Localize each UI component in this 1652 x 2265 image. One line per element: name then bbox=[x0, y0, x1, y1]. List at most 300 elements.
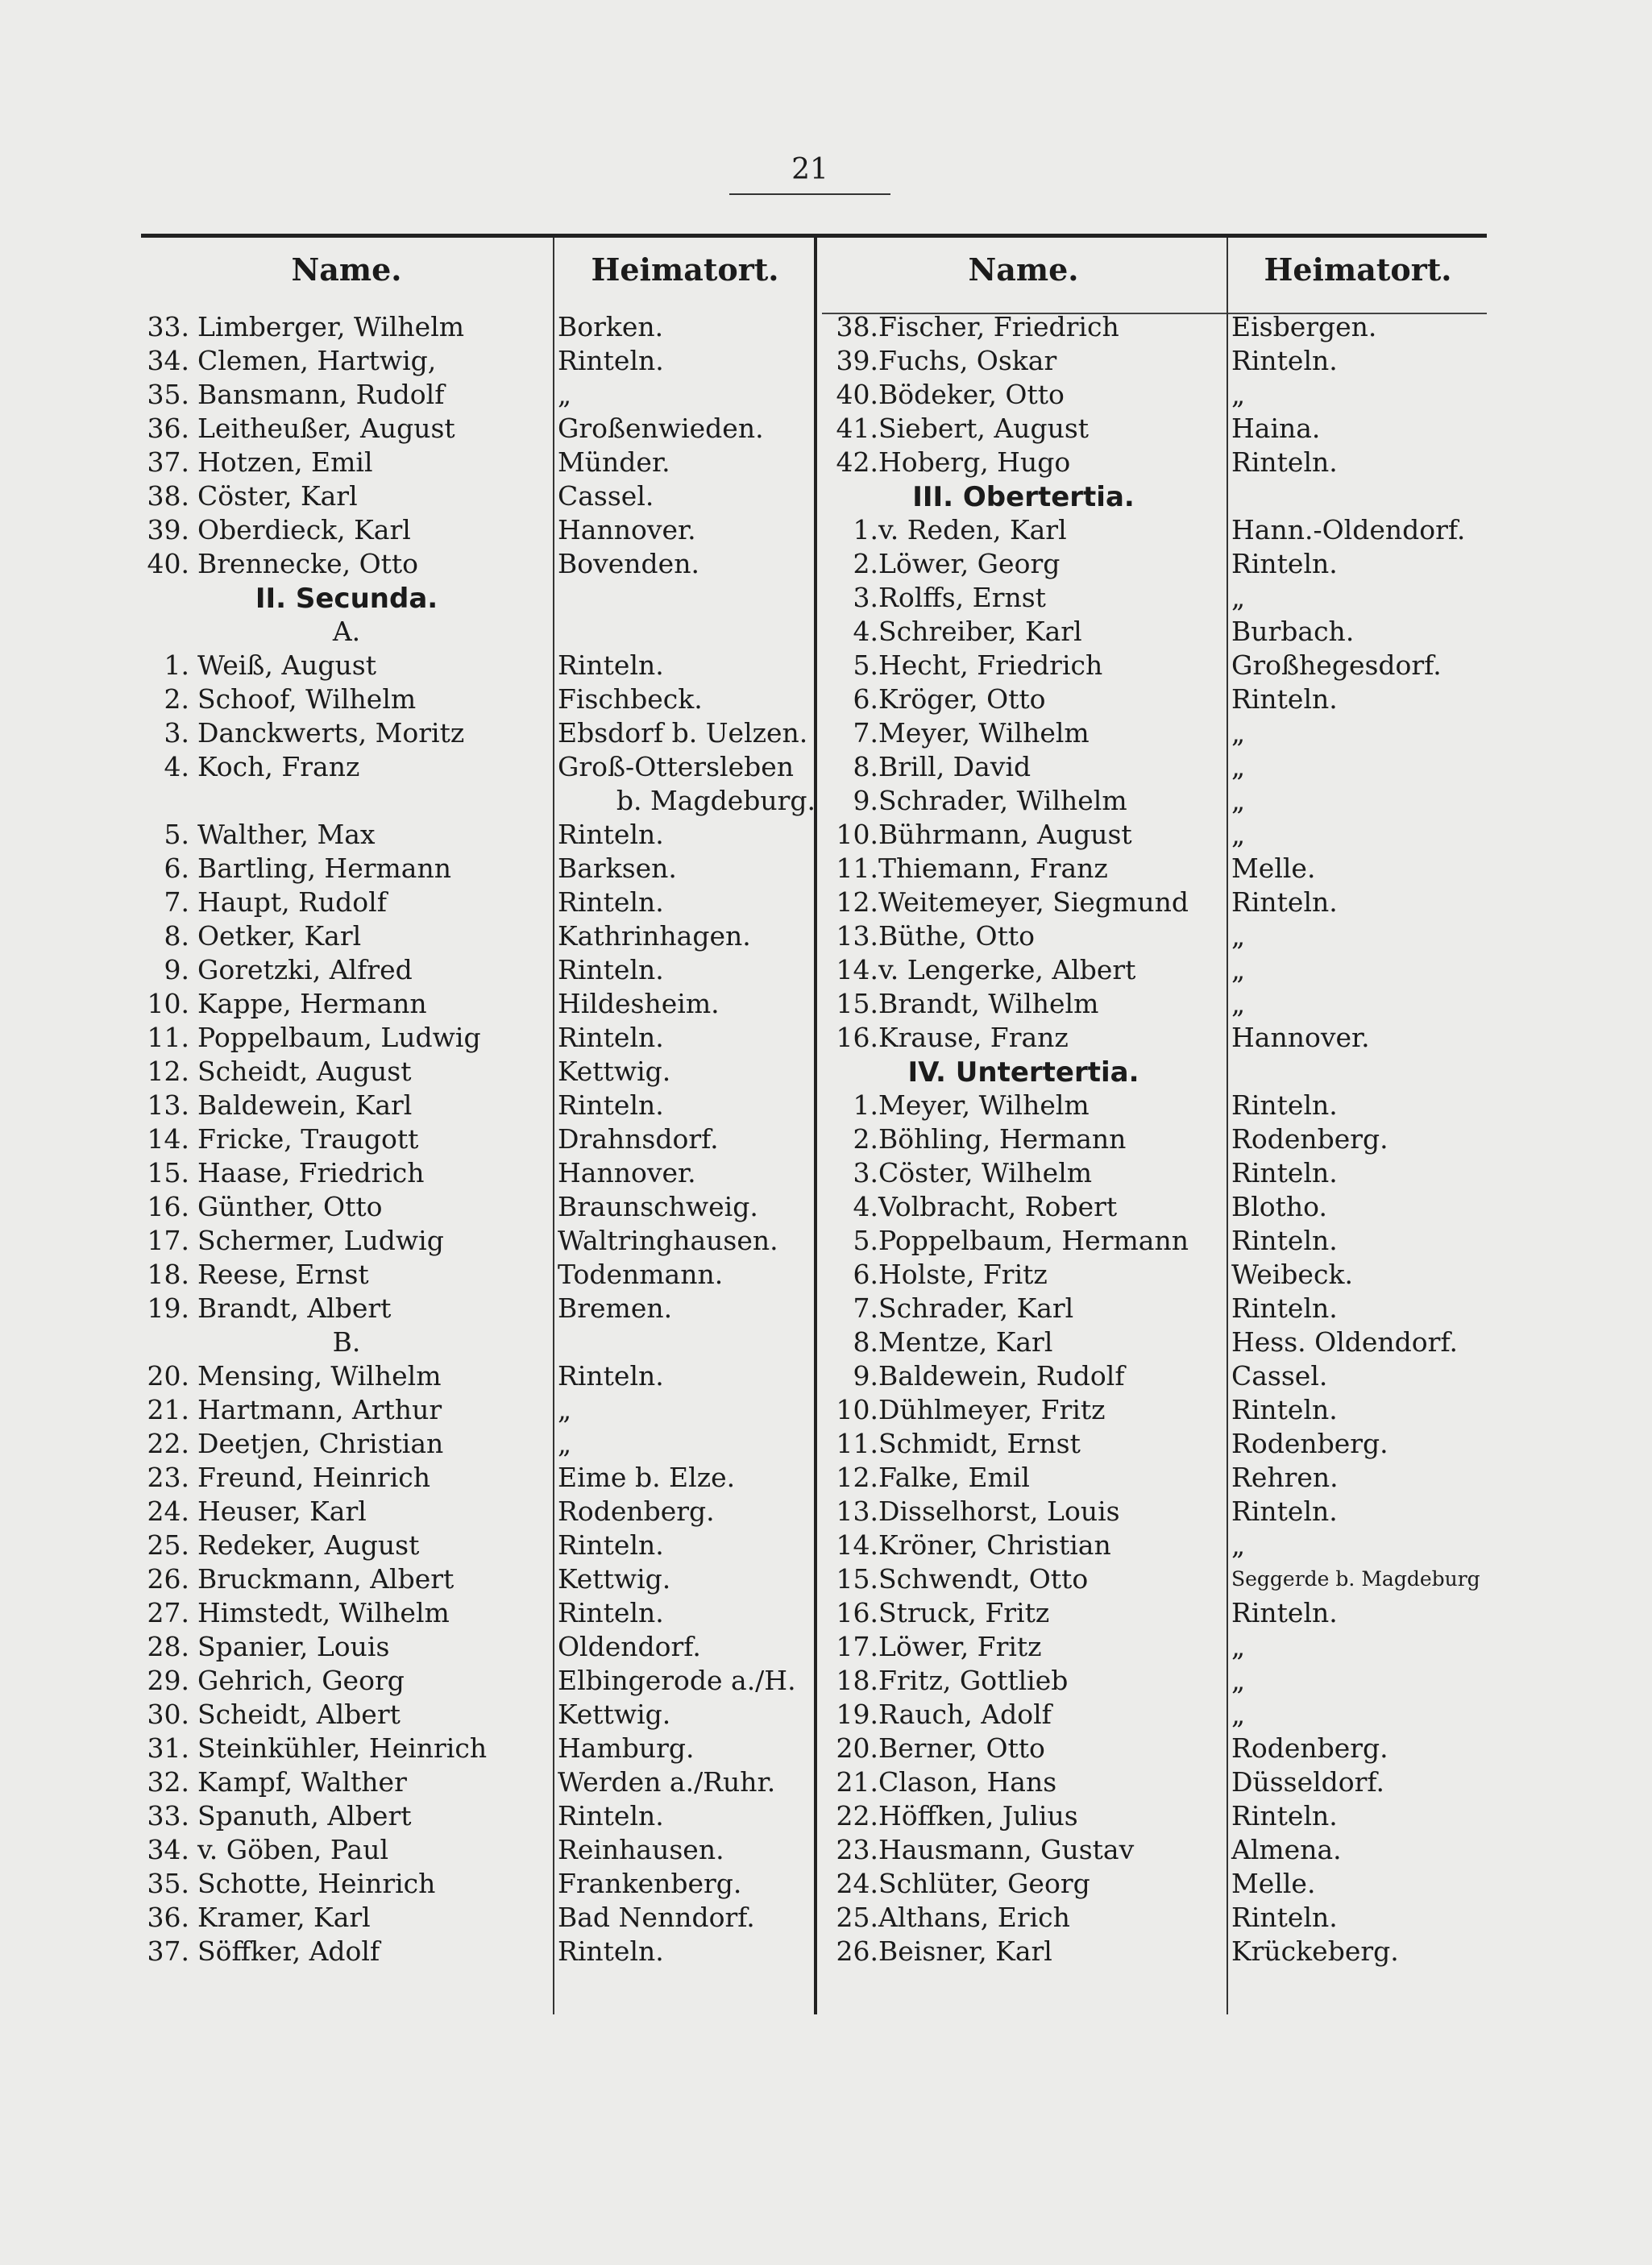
hometown: Braunschweig. bbox=[558, 1191, 758, 1222]
student-name: Schrader, Karl bbox=[878, 1292, 1074, 1324]
list-row bbox=[0, 1156, 1652, 1190]
student-name: Beisner, Karl bbox=[878, 1935, 1052, 1967]
row-number: 11. bbox=[147, 1022, 189, 1053]
student-name: Schlüter, Georg bbox=[878, 1868, 1090, 1899]
section-heading-untertertia: IV. Untertertia. bbox=[907, 1056, 1139, 1089]
student-name: Clemen, Hartwig, bbox=[197, 345, 437, 376]
hometown: „ bbox=[1231, 379, 1246, 410]
row-number: 39. bbox=[147, 514, 189, 546]
hometown: Rinteln. bbox=[558, 1022, 664, 1053]
list-row bbox=[0, 412, 1652, 446]
row-number: 42. bbox=[836, 446, 878, 478]
row-number: 27. bbox=[147, 1597, 189, 1628]
student-name: Bartling, Hermann bbox=[197, 852, 451, 884]
row-number: 19. bbox=[147, 1292, 189, 1324]
student-name: v. Reden, Karl bbox=[878, 514, 1067, 546]
hometown: Rinteln. bbox=[558, 1089, 664, 1121]
row-number: 5. bbox=[164, 819, 189, 850]
student-name: Limberger, Wilhelm bbox=[197, 311, 465, 342]
row-number: 18. bbox=[836, 1665, 878, 1696]
hometown: Krückeberg. bbox=[1231, 1935, 1399, 1967]
list-row bbox=[0, 615, 1652, 649]
student-name: Fuchs, Oskar bbox=[878, 345, 1057, 376]
hometown: Rinteln. bbox=[558, 1360, 664, 1392]
row-number: 24. bbox=[836, 1868, 878, 1899]
row-number: 8. bbox=[164, 920, 189, 952]
row-number: 16. bbox=[836, 1022, 878, 1053]
row-number: 31. bbox=[147, 1732, 189, 1764]
student-name: Danckwerts, Moritz bbox=[197, 717, 465, 749]
student-name: Brandt, Albert bbox=[197, 1292, 392, 1324]
row-number: 15. bbox=[836, 988, 878, 1019]
list-row bbox=[0, 1867, 1652, 1901]
row-number: 1. bbox=[164, 649, 189, 681]
list-row bbox=[0, 1732, 1652, 1765]
student-name: Berner, Otto bbox=[878, 1732, 1045, 1764]
student-name: Fischer, Friedrich bbox=[878, 311, 1119, 342]
list-row bbox=[0, 1393, 1652, 1427]
student-name: Cöster, Karl bbox=[197, 480, 358, 512]
hometown: „ bbox=[1231, 785, 1246, 816]
student-name: Schmidt, Ernst bbox=[878, 1428, 1081, 1459]
hometown: Eisbergen. bbox=[1231, 311, 1377, 342]
row-number: 9. bbox=[853, 785, 878, 816]
row-number: 12. bbox=[836, 1462, 878, 1493]
list-row bbox=[0, 987, 1652, 1021]
hometown: Rinteln. bbox=[1231, 446, 1338, 478]
hometown: Kettwig. bbox=[558, 1563, 671, 1595]
hometown: Rodenberg. bbox=[558, 1495, 715, 1527]
hometown: Reinhausen. bbox=[558, 1834, 724, 1865]
row-number: 26. bbox=[836, 1935, 878, 1967]
list-row bbox=[0, 1833, 1652, 1867]
list-row bbox=[0, 1529, 1652, 1562]
hometown: Borken. bbox=[558, 311, 664, 342]
row-number: 9. bbox=[853, 1360, 878, 1392]
row-number: 11. bbox=[836, 1428, 878, 1459]
student-name: Schermer, Ludwig bbox=[197, 1225, 444, 1256]
student-name: Meyer, Wilhelm bbox=[878, 1089, 1090, 1121]
student-name: Spanier, Louis bbox=[197, 1631, 390, 1662]
student-name: Rolffs, Ernst bbox=[878, 582, 1046, 613]
list-row bbox=[0, 682, 1652, 716]
student-name: Bührmann, August bbox=[878, 819, 1132, 850]
hometown: „ bbox=[1231, 920, 1246, 952]
row-number: 35. bbox=[147, 379, 189, 410]
hometown: Rinteln. bbox=[1231, 1089, 1338, 1121]
row-number: 37. bbox=[147, 1935, 189, 1967]
student-name: Brill, David bbox=[878, 751, 1031, 782]
student-name: Redeker, August bbox=[197, 1529, 420, 1561]
student-name: Goretzki, Alfred bbox=[197, 954, 413, 985]
hometown: Rinteln. bbox=[1231, 1292, 1338, 1324]
student-name: Scheidt, Albert bbox=[197, 1699, 401, 1730]
row-number: 8. bbox=[853, 1326, 878, 1358]
student-name: Schoof, Wilhelm bbox=[197, 683, 417, 715]
list-row bbox=[0, 1495, 1652, 1529]
student-name: Bruckmann, Albert bbox=[197, 1563, 455, 1595]
hometown: „ bbox=[1231, 1631, 1246, 1662]
list-row bbox=[0, 818, 1652, 852]
row-number: 34. bbox=[147, 1834, 189, 1865]
hometown-continuation: b. Magdeburg. bbox=[616, 785, 816, 816]
student-name: Schreiber, Karl bbox=[878, 616, 1082, 647]
hometown: Haina. bbox=[1231, 413, 1321, 444]
row-number: 16. bbox=[836, 1597, 878, 1628]
hometown: Rinteln. bbox=[1231, 1800, 1338, 1831]
row-number: 12. bbox=[147, 1056, 189, 1087]
list-row bbox=[0, 344, 1652, 378]
hometown: Düsseldorf. bbox=[1231, 1766, 1384, 1798]
list-row bbox=[0, 513, 1652, 547]
student-name: Brennecke, Otto bbox=[197, 548, 419, 579]
list-row bbox=[0, 852, 1652, 886]
list-row bbox=[0, 784, 1652, 818]
row-number: 4. bbox=[853, 1191, 878, 1222]
row-number: 25. bbox=[147, 1529, 189, 1561]
list-row bbox=[0, 1901, 1652, 1935]
row-number: 38. bbox=[147, 480, 189, 512]
hometown: „ bbox=[1231, 1529, 1246, 1561]
student-name: Clason, Hans bbox=[878, 1766, 1057, 1798]
student-name: Kappe, Hermann bbox=[197, 988, 427, 1019]
header-right-name: Name. bbox=[968, 251, 1079, 288]
student-name: Schrader, Wilhelm bbox=[878, 785, 1127, 816]
hometown: Fischbeck. bbox=[558, 683, 703, 715]
hometown: Werden a./Ruhr. bbox=[558, 1766, 776, 1798]
student-name: Günther, Otto bbox=[197, 1191, 383, 1222]
hometown: Rinteln. bbox=[1231, 1394, 1338, 1425]
hometown: Seggerde b. Magdeburg bbox=[1231, 1567, 1480, 1591]
row-number: 14. bbox=[836, 1529, 878, 1561]
row-number: 32. bbox=[147, 1766, 189, 1798]
hometown: Rinteln. bbox=[1231, 1157, 1338, 1189]
list-row bbox=[0, 1698, 1652, 1732]
row-number: 12. bbox=[836, 886, 878, 918]
hometown: Rinteln. bbox=[558, 345, 664, 376]
row-number: 33. bbox=[147, 1800, 189, 1831]
row-number: 4. bbox=[853, 616, 878, 647]
row-number: 34. bbox=[147, 345, 189, 376]
section-heading-obertertia: III. Obertertia. bbox=[912, 481, 1135, 513]
student-name: Bödeker, Otto bbox=[878, 379, 1065, 410]
hometown: Elbingerode a./H. bbox=[558, 1665, 796, 1696]
student-name: Böhling, Hermann bbox=[878, 1123, 1127, 1155]
row-number: 23. bbox=[147, 1462, 189, 1493]
hometown: Hannover. bbox=[1231, 1022, 1370, 1053]
student-name: Löwer, Fritz bbox=[878, 1631, 1042, 1662]
row-number: 10. bbox=[836, 819, 878, 850]
row-number: 13. bbox=[836, 1495, 878, 1527]
hometown: Rinteln. bbox=[1231, 1495, 1338, 1527]
row-number: 5. bbox=[853, 649, 878, 681]
student-name: Cöster, Wilhelm bbox=[878, 1157, 1093, 1189]
row-number: 21. bbox=[836, 1766, 878, 1798]
student-name: Walther, Max bbox=[197, 819, 376, 850]
list-row bbox=[0, 919, 1652, 953]
hometown: Hess. Oldendorf. bbox=[1231, 1326, 1458, 1358]
student-name: Mensing, Wilhelm bbox=[197, 1360, 442, 1392]
hometown: „ bbox=[1231, 1665, 1246, 1696]
student-name: Hotzen, Emil bbox=[197, 446, 373, 478]
row-number: 33. bbox=[147, 311, 189, 342]
hometown: Rinteln. bbox=[1231, 886, 1338, 918]
header-left-name: Name. bbox=[291, 251, 402, 288]
row-number: 6. bbox=[853, 683, 878, 715]
student-name: Bansmann, Rudolf bbox=[197, 379, 445, 410]
hometown: Blotho. bbox=[1231, 1191, 1327, 1222]
row-number: 38. bbox=[836, 311, 878, 342]
hometown: Bovenden. bbox=[558, 548, 699, 579]
row-number: 6. bbox=[853, 1259, 878, 1290]
list-row bbox=[0, 1630, 1652, 1664]
student-name: Hoberg, Hugo bbox=[878, 446, 1071, 478]
hometown: Rinteln. bbox=[558, 1800, 664, 1831]
row-number: 10. bbox=[836, 1394, 878, 1425]
section-heading-secunda: II. Secunda. bbox=[255, 583, 438, 615]
student-name: Steinkühler, Heinrich bbox=[197, 1732, 488, 1764]
row-number: 20. bbox=[147, 1360, 189, 1392]
hometown: „ bbox=[1231, 954, 1246, 985]
list-row bbox=[0, 1122, 1652, 1156]
student-name: Volbracht, Robert bbox=[878, 1191, 1118, 1222]
hometown: Barksen. bbox=[558, 852, 677, 884]
list-row bbox=[0, 1190, 1652, 1224]
list-row bbox=[0, 310, 1652, 344]
student-name: Oberdieck, Karl bbox=[197, 514, 411, 546]
list-row bbox=[0, 1596, 1652, 1630]
hometown: Großenwieden. bbox=[558, 413, 764, 444]
row-number: 16. bbox=[147, 1191, 189, 1222]
page-number: 21 bbox=[791, 153, 828, 186]
student-name: Brandt, Wilhelm bbox=[878, 988, 1099, 1019]
row-number: 40. bbox=[836, 379, 878, 410]
row-number: 28. bbox=[147, 1631, 189, 1662]
list-row bbox=[0, 1021, 1652, 1055]
row-number: 15. bbox=[147, 1157, 189, 1189]
subsection-a: A. bbox=[332, 616, 361, 647]
row-number: 39. bbox=[836, 345, 878, 376]
header-right-place: Heimatort. bbox=[1264, 251, 1452, 288]
row-number: 30. bbox=[147, 1699, 189, 1730]
hometown: Oldendorf. bbox=[558, 1631, 701, 1662]
row-number: 1. bbox=[853, 514, 878, 546]
list-row bbox=[0, 953, 1652, 987]
hometown: Weibeck. bbox=[1231, 1259, 1353, 1290]
hometown: Hann.-Oldendorf. bbox=[1231, 514, 1466, 546]
student-name: Rauch, Adolf bbox=[878, 1699, 1052, 1730]
hometown: Rinteln. bbox=[558, 649, 664, 681]
student-name: Schotte, Heinrich bbox=[197, 1868, 436, 1899]
student-name: v. Göben, Paul bbox=[197, 1834, 389, 1865]
row-number: 3. bbox=[853, 1157, 878, 1189]
list-row bbox=[0, 446, 1652, 479]
list-row bbox=[0, 1089, 1652, 1122]
header-left-place: Heimatort. bbox=[591, 251, 779, 288]
row-number: 36. bbox=[147, 1902, 189, 1933]
hometown: „ bbox=[1231, 582, 1246, 613]
row-number: 23. bbox=[836, 1834, 878, 1865]
row-number: 4. bbox=[164, 751, 189, 782]
list-row bbox=[0, 716, 1652, 750]
student-name: Mentze, Karl bbox=[878, 1326, 1053, 1358]
list-row bbox=[0, 1427, 1652, 1461]
hometown: Rinteln. bbox=[1231, 1225, 1338, 1256]
list-row bbox=[0, 1325, 1652, 1359]
student-name: Falke, Emil bbox=[878, 1462, 1030, 1493]
student-name: Baldewein, Karl bbox=[197, 1089, 413, 1121]
row-number: 7. bbox=[164, 886, 189, 918]
row-number: 11. bbox=[836, 852, 878, 884]
student-name: Meyer, Wilhelm bbox=[878, 717, 1090, 749]
student-name: Siebert, August bbox=[878, 413, 1090, 444]
row-number: 14. bbox=[147, 1123, 189, 1155]
row-number: 13. bbox=[147, 1089, 189, 1121]
student-name: Himstedt, Wilhelm bbox=[197, 1597, 450, 1628]
student-name: Haupt, Rudolf bbox=[197, 886, 387, 918]
hometown: Kathrinhagen. bbox=[558, 920, 751, 952]
hometown: „ bbox=[1231, 988, 1246, 1019]
hometown: „ bbox=[1231, 819, 1246, 850]
hometown: „ bbox=[1231, 717, 1246, 749]
row-number: 17. bbox=[147, 1225, 189, 1256]
hometown: „ bbox=[558, 1394, 572, 1425]
student-name: Krause, Franz bbox=[878, 1022, 1069, 1053]
student-name: Struck, Fritz bbox=[878, 1597, 1050, 1628]
subsection-b: B. bbox=[332, 1326, 361, 1358]
list-row bbox=[0, 547, 1652, 581]
student-name: Scheidt, August bbox=[197, 1056, 412, 1087]
hometown: Todenmann. bbox=[558, 1259, 724, 1290]
row-number: 14. bbox=[836, 954, 878, 985]
row-number: 41. bbox=[836, 413, 878, 444]
row-number: 8. bbox=[853, 751, 878, 782]
student-name: Gehrich, Georg bbox=[197, 1665, 405, 1696]
student-name: Weitemeyer, Siegmund bbox=[878, 886, 1189, 918]
hometown: Groß-Ottersleben bbox=[558, 751, 795, 782]
hometown: Rinteln. bbox=[558, 1935, 664, 1967]
row-number: 7. bbox=[853, 1292, 878, 1324]
hometown: Hildesheim. bbox=[558, 988, 720, 1019]
hometown: „ bbox=[1231, 751, 1246, 782]
hometown: Münder. bbox=[558, 446, 670, 478]
student-name: Thiemann, Franz bbox=[878, 852, 1108, 884]
row-number: 2. bbox=[164, 683, 189, 715]
hometown: Bad Nenndorf. bbox=[558, 1902, 755, 1933]
hometown: Rinteln. bbox=[558, 819, 664, 850]
student-name: Reese, Ernst bbox=[197, 1259, 369, 1290]
hometown: Melle. bbox=[1231, 852, 1316, 884]
student-name: Schwendt, Otto bbox=[878, 1563, 1089, 1595]
student-name: Kröger, Otto bbox=[878, 683, 1046, 715]
row-number: 37. bbox=[147, 446, 189, 478]
student-name: Kampf, Walther bbox=[197, 1766, 407, 1798]
student-name: Hecht, Friedrich bbox=[878, 649, 1103, 681]
hometown: Frankenberg. bbox=[558, 1868, 742, 1899]
row-number: 36. bbox=[147, 413, 189, 444]
list-row bbox=[0, 649, 1652, 682]
student-name: Oetker, Karl bbox=[197, 920, 362, 952]
row-number: 3. bbox=[853, 582, 878, 613]
list-row bbox=[0, 1765, 1652, 1799]
row-number: 19. bbox=[836, 1699, 878, 1730]
list-row bbox=[0, 581, 1652, 615]
hometown: Kettwig. bbox=[558, 1699, 671, 1730]
student-name: Kramer, Karl bbox=[197, 1902, 371, 1933]
hometown: Cassel. bbox=[1231, 1360, 1328, 1392]
hometown: Rinteln. bbox=[1231, 1597, 1338, 1628]
hometown: Bremen. bbox=[558, 1292, 673, 1324]
row-number: 26. bbox=[147, 1563, 189, 1595]
student-name: Spanuth, Albert bbox=[197, 1800, 412, 1831]
student-name: Heuser, Karl bbox=[197, 1495, 367, 1527]
hometown: „ bbox=[1231, 1699, 1246, 1730]
hometown: „ bbox=[558, 1428, 572, 1459]
row-number: 17. bbox=[836, 1631, 878, 1662]
student-name: Söffker, Adolf bbox=[197, 1935, 380, 1967]
student-name: Löwer, Georg bbox=[878, 548, 1061, 579]
hometown: Rinteln. bbox=[558, 954, 664, 985]
page-number-rule bbox=[729, 193, 890, 195]
hometown: Eime b. Elze. bbox=[558, 1462, 736, 1493]
list-row bbox=[0, 1258, 1652, 1292]
row-number: 2. bbox=[853, 548, 878, 579]
row-number: 6. bbox=[164, 852, 189, 884]
row-number: 18. bbox=[147, 1259, 189, 1290]
row-number: 22. bbox=[836, 1800, 878, 1831]
hometown: Ebsdorf b. Uelzen. bbox=[558, 717, 808, 749]
student-name: Kröner, Christian bbox=[878, 1529, 1111, 1561]
student-name: Fricke, Traugott bbox=[197, 1123, 419, 1155]
list-row bbox=[0, 1461, 1652, 1495]
list-row bbox=[0, 1562, 1652, 1596]
hometown: Kettwig. bbox=[558, 1056, 671, 1087]
hometown: Rodenberg. bbox=[1231, 1123, 1388, 1155]
student-name: Baldewein, Rudolf bbox=[878, 1360, 1125, 1392]
row-number: 22. bbox=[147, 1428, 189, 1459]
student-name: Poppelbaum, Ludwig bbox=[197, 1022, 481, 1053]
row-number: 3. bbox=[164, 717, 189, 749]
row-number: 9. bbox=[164, 954, 189, 985]
hometown: Burbach. bbox=[1231, 616, 1355, 647]
row-number: 20. bbox=[836, 1732, 878, 1764]
hometown: Rinteln. bbox=[1231, 548, 1338, 579]
hometown: Hannover. bbox=[558, 1157, 696, 1189]
student-name: Poppelbaum, Hermann bbox=[878, 1225, 1189, 1256]
hometown: Großhegesdorf. bbox=[1231, 649, 1442, 681]
hometown: Melle. bbox=[1231, 1868, 1316, 1899]
hometown: Rodenberg. bbox=[1231, 1732, 1388, 1764]
list-row bbox=[0, 1224, 1652, 1258]
student-name: Disselhorst, Louis bbox=[878, 1495, 1120, 1527]
hometown: Hannover. bbox=[558, 514, 696, 546]
student-name: Koch, Franz bbox=[197, 751, 360, 782]
row-number: 2. bbox=[853, 1123, 878, 1155]
list-row bbox=[0, 886, 1652, 919]
row-number: 10. bbox=[147, 988, 189, 1019]
row-number: 5. bbox=[853, 1225, 878, 1256]
hometown: „ bbox=[558, 379, 572, 410]
list-row bbox=[0, 1935, 1652, 1968]
hometown: Rehren. bbox=[1231, 1462, 1339, 1493]
list-row bbox=[0, 1664, 1652, 1698]
student-name: Hartmann, Arthur bbox=[197, 1394, 442, 1425]
student-name: v. Lengerke, Albert bbox=[878, 954, 1136, 985]
list-row bbox=[0, 1292, 1652, 1325]
hometown: Hamburg. bbox=[558, 1732, 695, 1764]
student-name: Althans, Erich bbox=[878, 1902, 1070, 1933]
row-number: 7. bbox=[853, 717, 878, 749]
